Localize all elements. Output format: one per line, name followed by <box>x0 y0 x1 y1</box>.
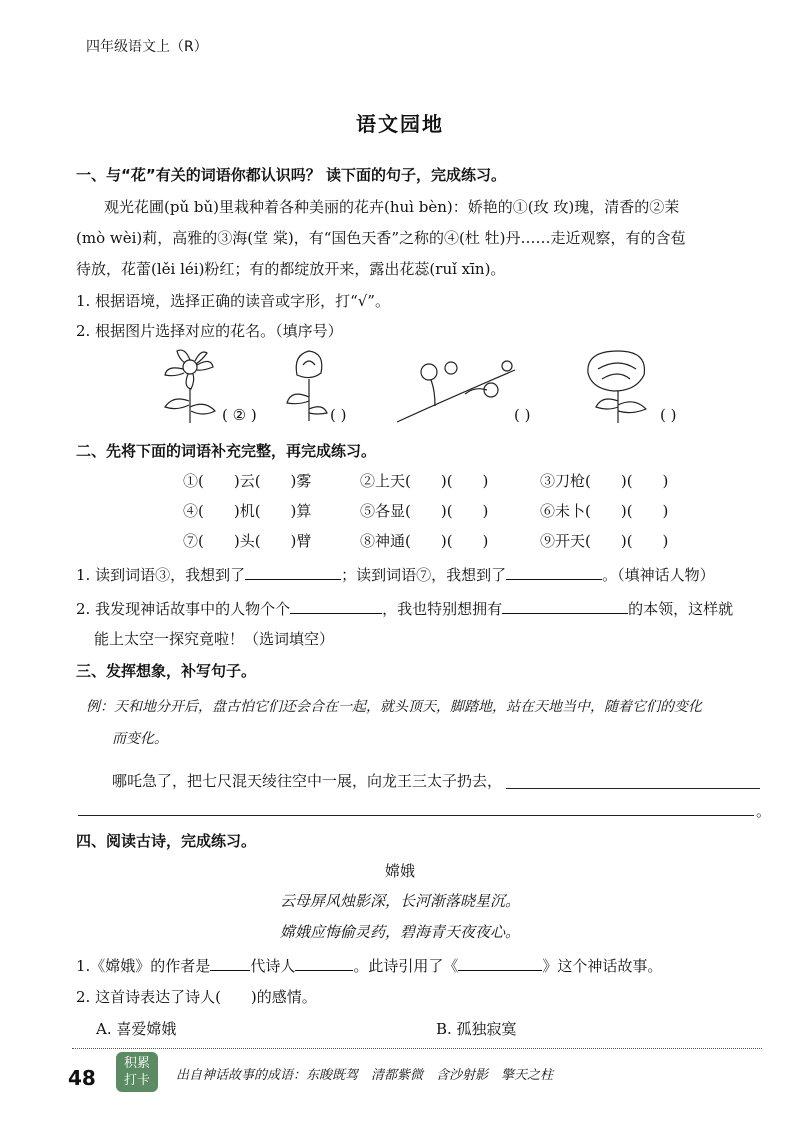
example-line-1: 例：天和地分开后，盘古怕它们还会合在一起，就头顶天，脚踏地，站在天地当中，随着它们的变化 <box>86 699 702 715</box>
page-header: 四年级语文上（R） <box>86 39 208 55</box>
flower-4-answer[interactable]: ( ) <box>660 406 677 424</box>
page-title: 语文园地 <box>356 112 444 136</box>
idiom-item[interactable]: ①( )云( )雾 <box>183 472 312 490</box>
section-1-heading: 一、与“花”有关的词语你都认识吗？ 读下面的句子，完成练习。 <box>76 166 506 184</box>
footer-divider <box>72 1048 762 1049</box>
answer-line[interactable] <box>506 788 760 789</box>
page-number: 48 <box>68 1066 96 1090</box>
idiom-item[interactable]: ⑤各显( )( ) <box>360 502 489 520</box>
section-3-heading: 三、发挥想象，补写句子。 <box>76 662 257 680</box>
idiom-item[interactable]: ⑦( )头( )臂 <box>183 532 312 550</box>
s2-question-1: 1. 读到词语③，我想到了 ；读到词语⑦，我想到了 。（填神话人物） <box>76 566 715 584</box>
passage-line-1: 观光花圃(pǔ bǔ)里栽种着各种美丽的花卉(huì bèn)：娇艳的①(玫 玫)瑰，清香的②茉 <box>104 198 680 216</box>
flower-1-answer[interactable]: ( ② ) <box>222 406 257 424</box>
poem-title: 嫦娥 <box>384 862 415 880</box>
s4-question-1: 1.《嫦娥》的作者是 代诗人 。此诗引用了《 》这个神话故事。 <box>76 957 663 975</box>
section-2-heading: 二、先将下面的词语补充完整，再完成练习。 <box>76 442 377 460</box>
flower-3-answer[interactable]: ( ) <box>514 406 531 424</box>
idiom-item[interactable]: ②上天( )( ) <box>360 472 489 490</box>
example-line-2: 而变化。 <box>112 731 168 747</box>
accumulate-badge: 积累 打卡 <box>116 1052 158 1092</box>
idiom-item[interactable]: ④( )机( )算 <box>183 502 312 520</box>
answer-blank[interactable] <box>506 565 602 580</box>
footer-idioms: 出自神话故事的成语：东睃既驾 清都紫微 含沙射影 擎天之柱 <box>176 1068 554 1083</box>
answer-blank[interactable] <box>290 599 382 614</box>
answer-blank[interactable] <box>210 956 250 971</box>
rose-flower-illustration <box>283 345 333 425</box>
answer-blank[interactable] <box>458 956 542 971</box>
section-4-heading: 四、阅读古诗，完成练习。 <box>76 832 257 850</box>
answer-blank[interactable] <box>245 565 341 580</box>
s2-question-2-cont: 能上太空一探究竟啦！（选词填空） <box>94 630 335 648</box>
s2-question-2: 2. 我发现神话故事中的人物个个 ，我也特别想拥有 的本领，这样就 <box>76 600 734 618</box>
idiom-item[interactable]: ⑧神通( )( ) <box>360 532 489 550</box>
passage-line-3: 待放，花蕾(lěi léi)粉红；有的都绽放开来，露出花蕊(ruǐ xīn)。 <box>76 260 506 278</box>
flower-2-answer[interactable]: ( ) <box>330 406 347 424</box>
passage-line-2: (mò wèi)莉，高雅的③海(堂 棠)，有“国色天香”之称的④(杜 牡)丹……走近观察，有的含苞 <box>76 229 686 247</box>
jasmine-flower-illustration <box>155 345 225 425</box>
answer-blank[interactable] <box>295 956 353 971</box>
answer-line[interactable] <box>78 815 754 816</box>
plum-blossom-branch-illustration <box>395 350 525 425</box>
poem-line-1: 云母屏风烛影深，长河渐落晓星沉。 <box>279 892 520 910</box>
s4-question-2: 2. 这首诗表达了诗人( )的感情。 <box>76 988 317 1006</box>
option-b[interactable]: B. 孤独寂寞 <box>436 1020 517 1038</box>
answer-blank[interactable] <box>502 599 628 614</box>
idiom-item[interactable]: ⑨开天( )( ) <box>540 532 669 550</box>
s1-question-2: 2. 根据图片选择对应的花名。（填序号） <box>76 322 343 340</box>
fill-sentence: 哪吒急了，把七尺混天绫往空中一展，向龙王三太子扔去， <box>112 772 503 790</box>
idiom-item[interactable]: ③刀枪( )( ) <box>540 472 669 490</box>
idiom-item[interactable]: ⑥未卜( )( ) <box>540 502 669 520</box>
option-a[interactable]: A. 喜爱嫦娥 <box>96 1020 177 1038</box>
s1-question-1: 1. 根据语境，选择正确的读音或字形，打“√”。 <box>76 292 390 310</box>
poem-line-2: 嫦娥应悔偷灵药，碧海青天夜夜心。 <box>279 923 520 941</box>
sentence-end: 。 <box>756 802 772 820</box>
peony-flower-illustration <box>578 345 658 425</box>
